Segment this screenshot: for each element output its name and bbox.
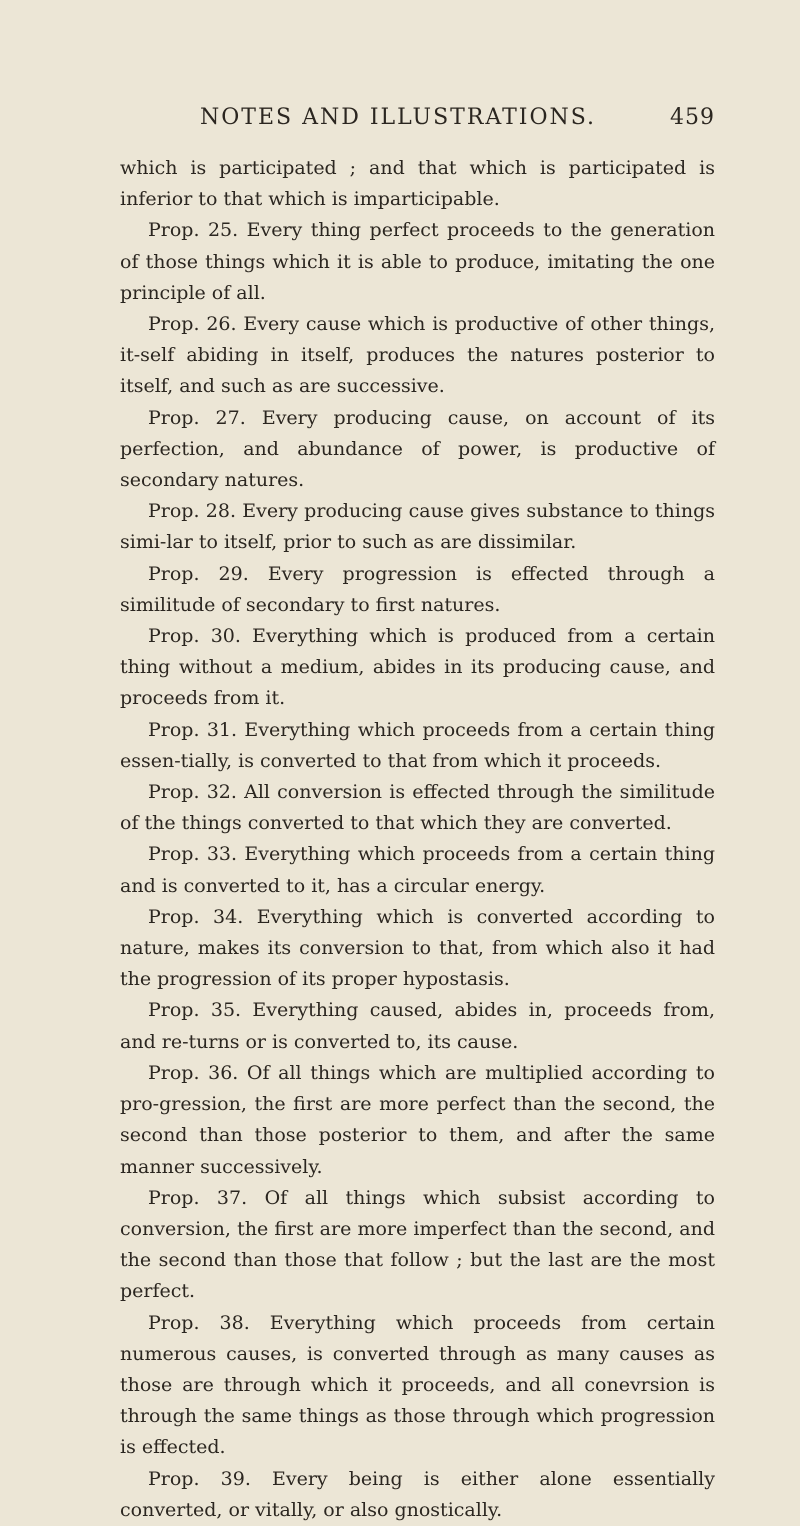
paragraph: Prop. 36. Of all things which are multiplied according to pro-gression, the first are more perfect than the second, the second than those posterior to them, and after the same manner successively. bbox=[120, 1061, 715, 1178]
paragraph: Prop. 29. Every progression is effected through a similitude of secondary to first natures. bbox=[120, 562, 715, 616]
paragraph: Prop. 25. Every thing perfect proceeds to the generation of those things which it is able to produce, imitating the one principle of all. bbox=[120, 219, 715, 304]
running-title: NOTES AND ILLUSTRATIONS. bbox=[200, 105, 597, 130]
paragraph: Prop. 30. Everything which is produced from a certain thing without a medium, abides in its producing cause, and proceeds from it. bbox=[120, 625, 715, 710]
body-text bbox=[120, 153, 715, 1526]
paragraph: Prop. 34. Everything which is converted according to nature, makes its conversion to that, from which also it had the progression of its proper hypostasis. bbox=[120, 905, 715, 991]
paragraph: Prop. 32. All conversion is effected through the similitude of the things converted to that which they are converted. bbox=[120, 781, 715, 835]
paragraph: Prop. 35. Everything caused, abides in, proceeds from, and re-turns or is converted to, its cause. bbox=[120, 999, 715, 1053]
paragraph: Prop. 26. Every cause which is productive of other things, it-self abiding in itself, produces the natures posterior to itself, and such as are successive. bbox=[120, 313, 715, 398]
paragraph: Prop. 31. Everything which proceeds from a certain thing essen-tially, is converted to that from which it proceeds. bbox=[120, 718, 715, 772]
paragraph: Prop. 28. Every producing cause gives substance to things simi-lar to itself, prior to such as are dissimilar. bbox=[120, 500, 715, 554]
paragraph: Prop. 27. Every producing cause, on account of its perfection, and abundance of power, is productive of secondary natures. bbox=[120, 406, 715, 492]
paragraph: Prop. 33. Everything which proceeds from a certain thing and is converted to it, has a circular energy. bbox=[120, 843, 715, 897]
page-number: 459 bbox=[670, 105, 715, 130]
paragraph: Prop. 38. Everything which proceeds from certain numerous causes, is converted through as many causes as those are through which it proceeds, and all conevrsion is through the same things as those through which progression is effected. bbox=[120, 1311, 715, 1459]
paragraph: Prop. 37. Of all things which subsist according to conversion, the first are more imperfect than the second, and the second than those that follow ; but the last are the most perfect. bbox=[120, 1186, 715, 1303]
page-header bbox=[120, 105, 715, 145]
paragraph: which is participated ; and that which is participated is inferior to that which is imparticipable. bbox=[120, 157, 715, 211]
paragraph: Prop. 39. Every being is either alone essentially converted, or vitally, or also gnostically. bbox=[120, 1467, 715, 1521]
